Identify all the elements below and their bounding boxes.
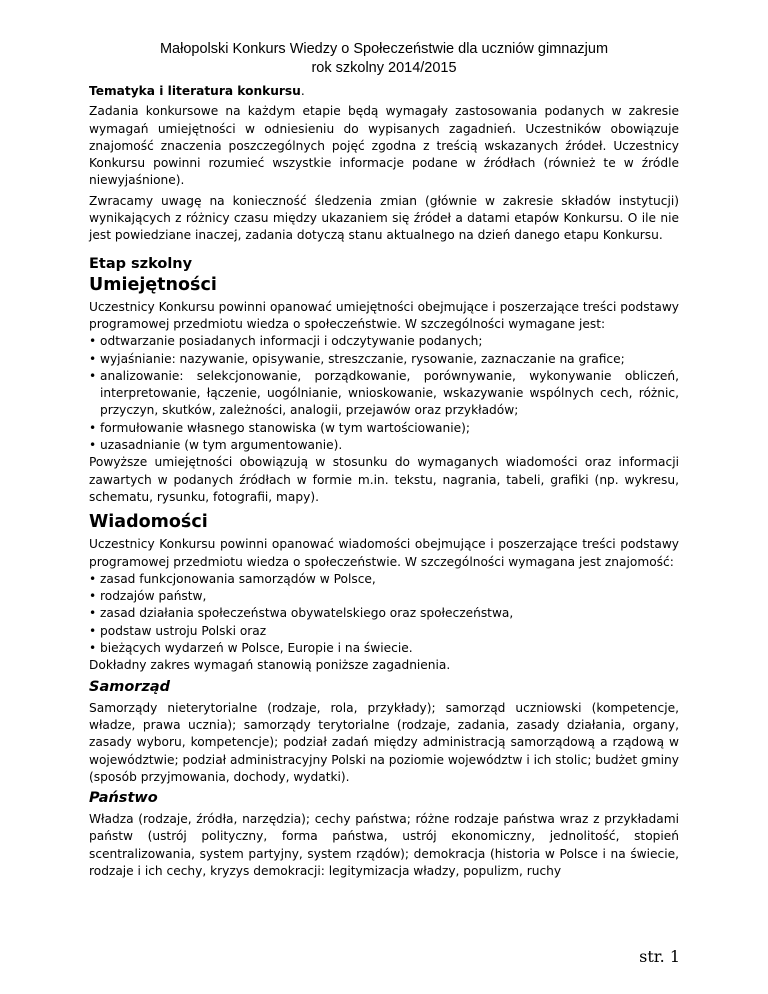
intro-title-dot: . [300, 84, 305, 98]
list-item: • analizowanie: selekcjonowanie, porządkowanie, porównywanie, wykonywanie obliczeń, interpretowanie, łączenie, uogólnianie, wnioskowanie, wskazywanie wspólnych cech, różnic, przyczyn, skutków, zależności, analogii, przejawów oraz przykładów; [89, 368, 679, 420]
list-item: • bieżących wydarzeń w Polsce, Europie i na świecie. [89, 640, 679, 657]
page-number: str. 1 [639, 947, 680, 966]
panstwo-paragraph: Władza (rodzaje, źródła, narzędzia); cechy państwa; różne rodzaje państwa wraz z przykładami państw (ustrój polityczny, forma państwa, ustrój ekonomiczny, jednolitość, stopień scentralizowania, system partyjny, system rządów); demokracja (historia w Polsce i na świecie, rodzaje i ich cechy, kryzys demokracji: legitymizacja władzy, populizm, ruchy [89, 812, 679, 878]
etap-heading: Etap szkolny [89, 255, 193, 272]
umiejetnosci-outro: Powyższe umiejętności obowiązują w stosunku do wymaganych wiadomości oraz informacji zawartych w podanych źródłach w formie m.in. tekstu, nagrania, tabeli, grafiki (np. wykresu, schematu, rysunku, fotografii, mapy). [89, 455, 679, 504]
samorzad-paragraph: Samorządy nieterytorialne (rodzaje, rola, przykłady); samorząd uczniowski (kompetencje, władze, prawa ucznia); samorządy terytorialne (rodzaje, zadania, zasady działania, organy, zasady wyboru, kompetencje); podział zadań między administracją samorządową a rządową w województwie; podział administracyjny Polski na poziomie województw i ich stolic; budżet gminy (sposób przyjmowania, dochody, wydatki). [89, 700, 679, 784]
document-header [90, 40, 678, 78]
panstwo-heading: Państwo [89, 790, 158, 807]
list-item: • zasad funkcjonowania samorządów w Polsce, [89, 571, 679, 588]
list-item: • uzasadnianie (w tym argumentowanie). [89, 437, 679, 454]
umiejetnosci-intro: Uczestnicy Konkursu powinni opanować umiejętności obejmujące i poszerzające treści podstawy programowej przedmiotu wiedza o społeczeństwie. W szczególności wymagane jest: [89, 299, 679, 331]
wiadomosci-intro: Uczestnicy Konkursu powinni opanować wiadomości obejmujące i poszerzające treści podstawy programowej przedmiotu wiedza o społeczeństwie. W szczególności wymagana jest znajomość: [89, 537, 679, 569]
list-item: • rodzajów państw, [89, 588, 679, 605]
list-item: • odtwarzanie posiadanych informacji i odczytywanie podanych; [89, 333, 679, 350]
wiadomosci-heading: Wiadomości [89, 512, 208, 533]
header-line-1: Małopolski Konkurs Wiedzy o Społeczeństwie dla uczniów gimnazjum [159, 41, 609, 57]
umiejetnosci-list [89, 333, 679, 454]
list-item: • podstaw ustroju Polski oraz [89, 623, 679, 640]
document-body [89, 83, 679, 883]
intro-paragraph-2: Zwracamy uwagę na konieczność śledzenia zmian (głównie w zakresie składów instytucji) wynikających z różnicy czasu między ukazaniem się źródeł a datami etapów Konkursu. O ile nie jest powiedziane inaczej, zadania dotyczą stanu aktualnego na dzień danego etapu Konkursu. [89, 193, 679, 243]
umiejetnosci-heading: Umiejętności [89, 274, 217, 295]
intro-heading [89, 83, 679, 100]
header-line-2: rok szkolny 2014/2015 [311, 60, 457, 76]
list-item: • zasad działania społeczeństwa obywatelskiego oraz społeczeństwa, [89, 605, 679, 622]
intro-title: Tematyka i literatura konkursu [89, 84, 301, 98]
samorzad-heading: Samorząd [89, 678, 171, 695]
wiadomosci-list [89, 571, 679, 657]
intro-paragraph-1: Zadania konkursowe na każdym etapie będą wymagały zastosowania podanych w zakresie wymagań umiejętności w odniesieniu do wypisanych zagadnień. Uczestników obowiązuje znajomość znaczenia poszczególnych pojęć zgodna z treścią wskazanych źródeł. Uczestnicy Konkursu powinni rozumieć wszystkie informacje podane w źródłach (również te w źródle niewyjaśnione). [89, 104, 679, 188]
list-item: • formułowanie własnego stanowiska (w tym wartościowanie); [89, 420, 679, 437]
list-item: • wyjaśnianie: nazywanie, opisywanie, streszczanie, rysowanie, zaznaczanie na grafice; [89, 351, 679, 368]
wiadomosci-outro: Dokładny zakres wymagań stanowią poniższe zagadnienia. [89, 658, 451, 673]
